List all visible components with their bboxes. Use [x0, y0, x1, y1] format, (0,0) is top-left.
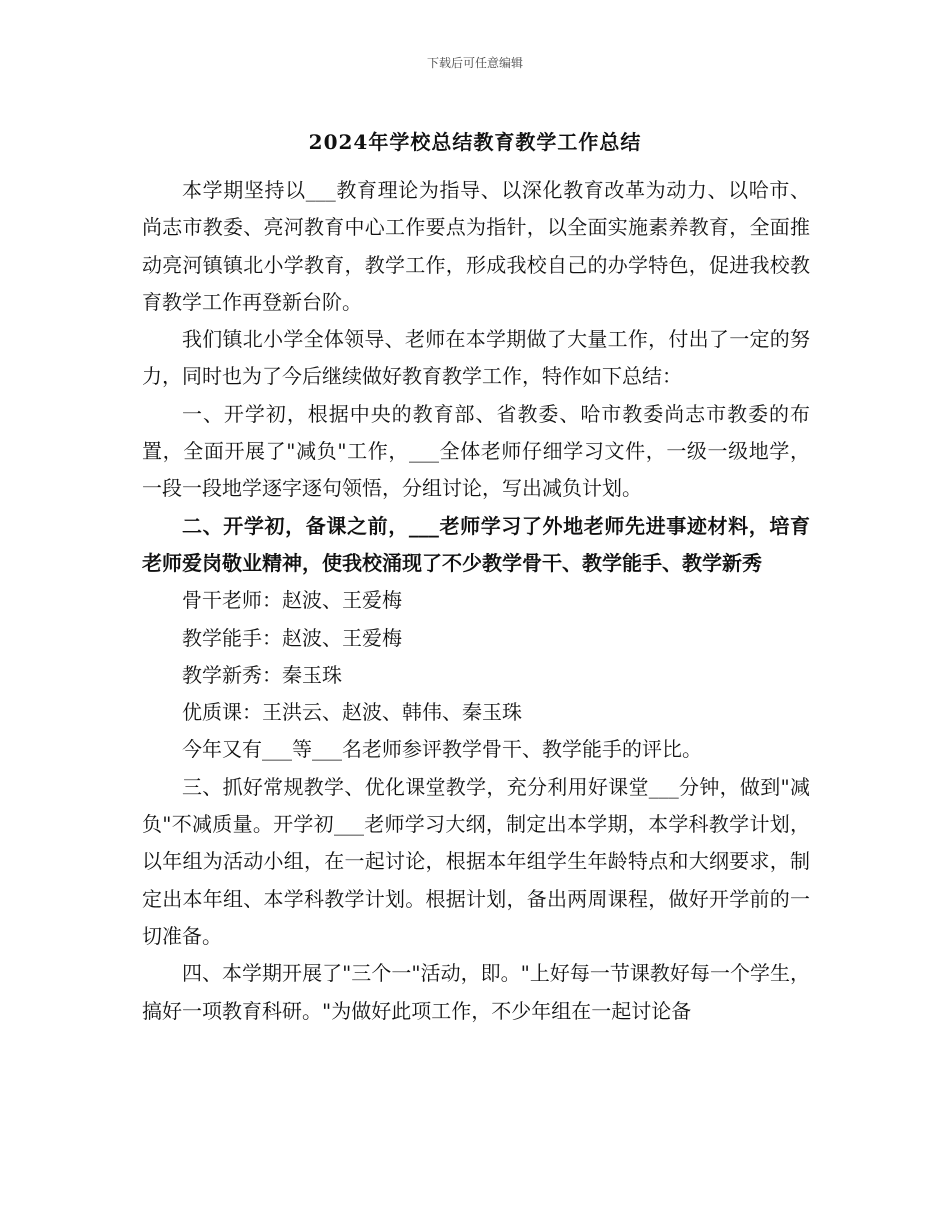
page-header: 下载后可任意编辑 — [426, 56, 523, 70]
paragraph-section-1: 一、开学初，根据中央的教育部、省教委、哈市教委尚志市教委的布置，全面开展了"减负"工作，___全体老师仔细学习文件，一级一级地学，一段一段地学逐字逐句领悟，分组讨论，写出减负计划。 — [142, 401, 810, 501]
paragraph-section-2: 二、开学初，备课之前，___老师学习了外地老师先进事迹材料，培育老师爱岗敬业精神，使我校涌现了不少教学骨干、教学能手、教学新秀 — [142, 513, 810, 575]
list-item-backbone-teachers: 骨干老师：赵波、王爱梅 — [182, 588, 402, 613]
document-title: 2024年学校总结教育教学工作总结 — [308, 130, 642, 154]
list-item-quality-lessons: 优质课：王洪云、赵波、韩伟、秦玉珠 — [182, 700, 522, 725]
paragraph-section-4: 四、本学期开展了"三个一"活动，即。"上好每一节课教好每一个学生，搞好一项教育科研。"为做好此项工作，不少年组在一起讨论备 — [142, 961, 810, 1023]
list-item-teaching-newcomers: 教学新秀：秦玉珠 — [182, 662, 342, 687]
document-body — [142, 172, 810, 1030]
list-item-teaching-experts: 教学能手：赵波、王爱梅 — [182, 625, 402, 650]
paragraph-evaluation: 今年又有___等___名老师参评教学骨干、教学能手的评比。 — [182, 737, 702, 762]
paragraph-section-3: 三、抓好常规教学、优化课堂教学，充分利用好课堂___分钟，做到"减负"不减质量。开学初___老师学习大纲，制定出本学期，本学科教学计划，以年组为活动小组，在一起讨论，根据本年组学生年龄特点和大纲要求，制定出本年组、本学科教学计划。根据计划，备出两周课程，做好开学前的一切准备。 — [142, 774, 810, 948]
paragraph-overview: 我们镇北小学全体领导、老师在本学期做了大量工作，付出了一定的努力，同时也为了今后继续做好教育教学工作，特作如下总结： — [142, 327, 810, 389]
paragraph-intro: 本学期坚持以___教育理论为指导、以深化教育改革为动力、以哈市、尚志市教委、亮河教育中心工作要点为指针，以全面实施素养教育，全面推动亮河镇镇北小学教育，教学工作，形成我校自己的办学特色，促进我校教育教学工作再登新台阶。 — [142, 178, 810, 314]
